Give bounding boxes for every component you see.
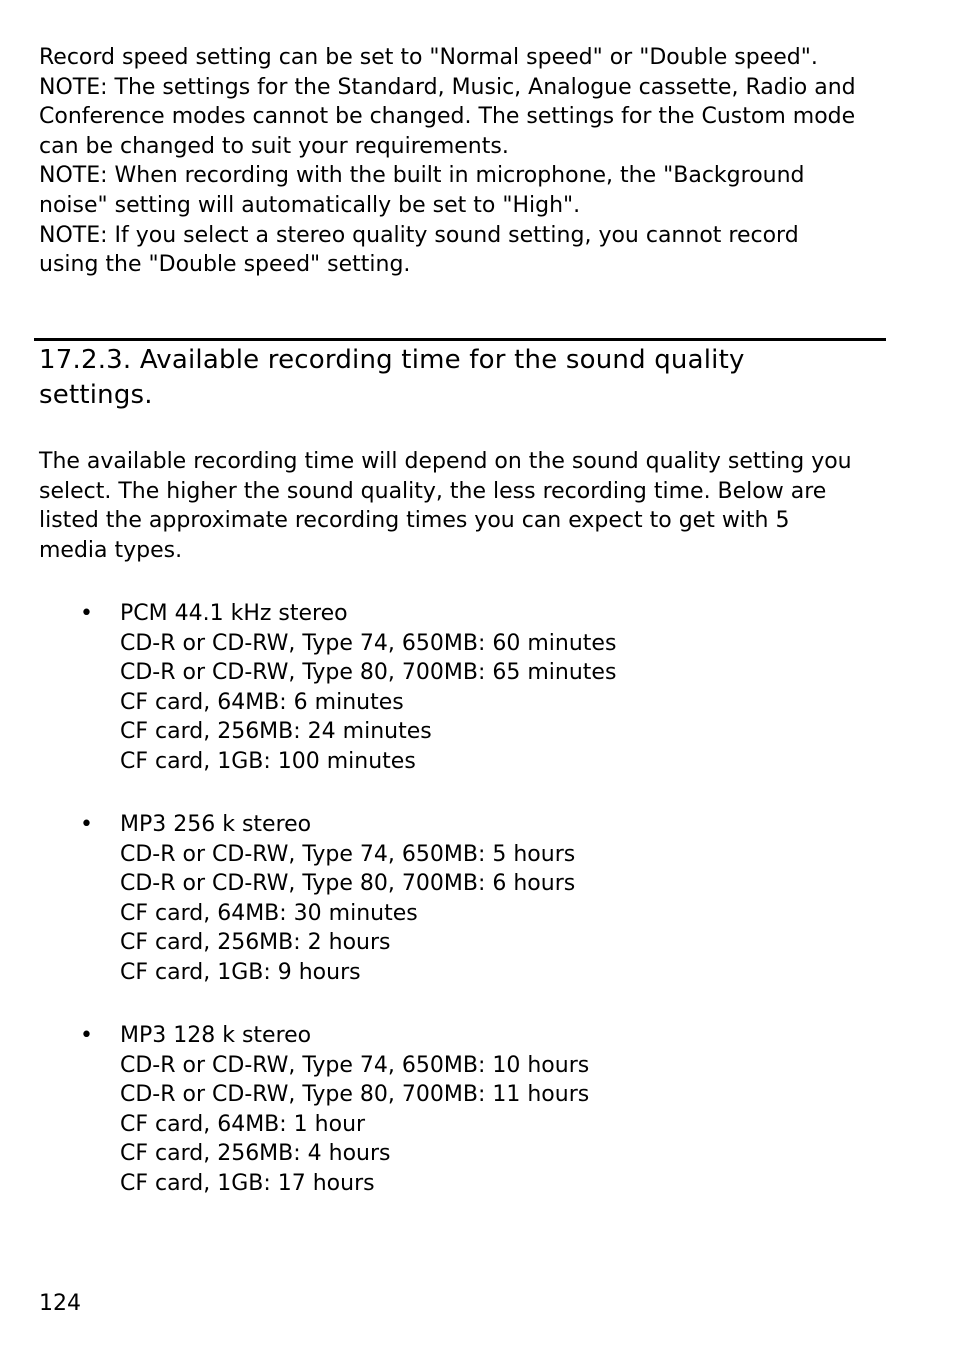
intro-line: NOTE: If you select a stereo quality sound setting, you cannot record bbox=[39, 222, 799, 248]
intro-line: can be changed to suit your requirements. bbox=[39, 133, 509, 159]
list-item-line: CD-R or CD-RW, Type 74, 650MB: 60 minutes bbox=[120, 630, 617, 656]
list-item-line: CD-R or CD-RW, Type 80, 700MB: 11 hours bbox=[120, 1082, 590, 1108]
list-item-title: MP3 128 k stereo bbox=[120, 1023, 312, 1048]
section-heading bbox=[39, 343, 745, 413]
intro-line: Conference modes cannot be changed. The settings for the Custom mode bbox=[39, 104, 856, 130]
list-item-line: CF card, 1GB: 9 hours bbox=[120, 959, 361, 985]
list-item-line: CF card, 256MB: 2 hours bbox=[120, 930, 391, 956]
section-heading-line: settings. bbox=[39, 380, 153, 410]
list-item-line: CD-R or CD-RW, Type 80, 700MB: 6 hours bbox=[120, 871, 576, 897]
list-item-text bbox=[120, 599, 616, 777]
bullet-icon: • bbox=[80, 601, 93, 626]
section-heading-line: 17.2.3. Available recording time for the sound quality bbox=[39, 345, 745, 375]
list-item-title: MP3 256 k stereo bbox=[120, 812, 312, 837]
list-item-line: CF card, 64MB: 1 hour bbox=[120, 1111, 366, 1137]
bullet-icon: • bbox=[80, 1023, 93, 1048]
intro-line: Record speed setting can be set to "Normal speed" or "Double speed". bbox=[39, 45, 818, 70]
section-body-line: media types. bbox=[39, 537, 183, 563]
section-divider bbox=[34, 338, 886, 341]
list-item-line: CD-R or CD-RW, Type 80, 700MB: 65 minutes bbox=[120, 660, 617, 686]
intro-line: noise" setting will automatically be set to "High". bbox=[39, 192, 581, 218]
list-item-line: CF card, 1GB: 100 minutes bbox=[120, 748, 416, 774]
list-item-line: CF card, 64MB: 6 minutes bbox=[120, 689, 404, 715]
section-body-line: listed the approximate recording times you can expect to get with 5 bbox=[39, 508, 790, 534]
intro-section bbox=[39, 43, 889, 280]
list-item-line: CF card, 256MB: 24 minutes bbox=[120, 719, 432, 745]
page-number: 124 bbox=[39, 1291, 81, 1316]
section-body-line: The available recording time will depend on the sound quality setting you bbox=[39, 449, 852, 474]
list-item-line: CF card, 1GB: 17 hours bbox=[120, 1170, 375, 1196]
intro-paragraph bbox=[39, 43, 889, 280]
section-body-paragraph bbox=[39, 447, 889, 565]
list-item-text bbox=[120, 1021, 589, 1199]
intro-line: NOTE: When recording with the built in microphone, the "Background bbox=[39, 163, 805, 189]
list-item-line: CF card, 64MB: 30 minutes bbox=[120, 900, 418, 926]
list-item-text bbox=[120, 810, 575, 988]
section-body-line: select. The higher the sound quality, the less recording time. Below are bbox=[39, 478, 827, 504]
section-body bbox=[39, 447, 889, 565]
bullet-icon: • bbox=[80, 812, 93, 837]
list-item-line: CF card, 256MB: 4 hours bbox=[120, 1141, 391, 1167]
list-item-line: CD-R or CD-RW, Type 74, 650MB: 5 hours bbox=[120, 841, 576, 867]
intro-line: using the "Double speed" setting. bbox=[39, 252, 411, 278]
intro-line: NOTE: The settings for the Standard, Music, Analogue cassette, Radio and bbox=[39, 74, 856, 100]
list-item-title: PCM 44.1 kHz stereo bbox=[120, 601, 348, 626]
list-item-line: CD-R or CD-RW, Type 74, 650MB: 10 hours bbox=[120, 1052, 590, 1078]
